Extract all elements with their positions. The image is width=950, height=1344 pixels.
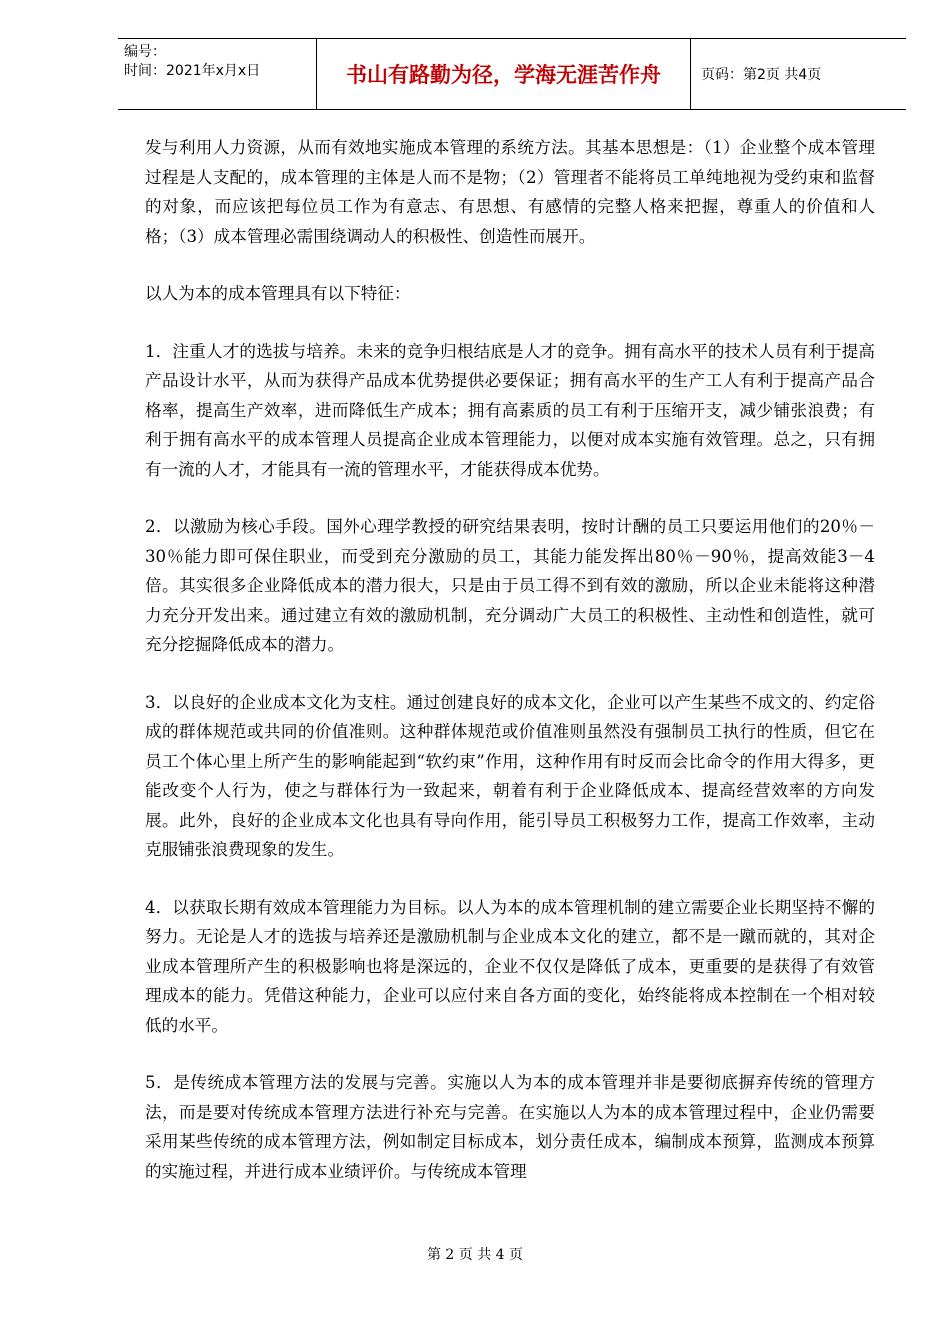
page-footer: 第 2 页 共 4 页 bbox=[426, 1247, 524, 1263]
header-page-info: 页码：第2页 共4页 bbox=[701, 67, 822, 83]
page-header bbox=[118, 38, 906, 110]
document-body bbox=[145, 133, 875, 1214]
paragraph-feature-1: 1．注重人才的选拔与培养。未来的竞争归根结底是人才的竞争。拥有高水平的技术人员有利于提高产品设计水平，从而为获得产品成本优势提供必要保证；拥有高水平的生产工人有利于提高产品合格率，提高生产效率，进而降低生产成本；拥有高素质的员工有利于压缩开支，减少铺张浪费；有利于拥有高水平的成本管理人员提高企业成本管理能力，以便对成本实施有效管理。总之，只有拥有一流的人才，才能具有一流的管理水平，才能获得成本优势。 bbox=[145, 341, 875, 479]
paragraph-features-heading: 以人为本的成本管理具有以下特征： bbox=[145, 284, 411, 303]
header-meta bbox=[118, 39, 316, 109]
paragraph-intro: 发与利用人力资源，从而有效地实施成本管理的系统方法。其基本思想是：（1）企业整个成本管理过程是人支配的，成本管理的主体是人而不是物；（2）管理者不能将员工单纯地视为受约束和监督的对象，而应该把每位员工作为有意志、有思想、有感情的完整人格来把握，尊重人的价值和人格；（3）成本管理必需围绕调动人的积极性、创造性而展开。 bbox=[145, 138, 875, 246]
document-time-label: 时间：2021年x月x日 bbox=[124, 63, 261, 79]
header-motto: 书山有路勤为径，学海无涯苦作舟 bbox=[316, 39, 691, 109]
paragraph-feature-4: 4．以获取长期有效成本管理能力为目标。以人为本的成本管理机制的建立需要企业长期坚持不懈的努力。无论是人才的选拔与培养还是激励机制与企业成本文化的建立，都不是一蹴而就的，其对企业成本管理所产生的积极影响也将是深远的，企业不仅仅是降低了成本，更重要的是获得了有效管理成本的能力。凭借这种能力，企业可以应付来自各方面的变化，始终能将成本控制在一个相对较低的水平。 bbox=[145, 897, 875, 1035]
paragraph-feature-2: 2．以激励为核心手段。国外心理学教授的研究结果表明，按时计酬的员工只要运用他们的20％－30％能力即可保住职业，而受到充分激励的员工，其能力能发挥出80％－90％，提高效能3－4倍。其实很多企业降低成本的潜力很大，只是由于员工得不到有效的激励，所以企业未能将这种潜力充分开发出来。通过建立有效的激励机制，充分调动广大员工的积极性、主动性和创造性，就可充分挖掘降低成本的潜力。 bbox=[145, 517, 875, 654]
document-number-label: 编号： bbox=[124, 44, 166, 60]
paragraph-feature-5: 5．是传统成本管理方法的发展与完善。实施以人为本的成本管理并非是要彻底摒弃传统的管理方法，而是要对传统成本管理方法进行补充与完善。在实施以人为本的成本管理过程中，企业仍需要采用某些传统的成本管理方法，例如制定目标成本，划分责任成本，编制成本预算，监测成本预算的实施过程，并进行成本业绩评价。与传统成本管理 bbox=[145, 1073, 875, 1181]
paragraph-feature-3: 3．以良好的企业成本文化为支柱。通过创建良好的成本文化，企业可以产生某些不成文的、约定俗成的群体规范或共同的价值准则。这种群体规范或价值准则虽然没有强制员工执行的性质，但它在员工个体心里上所产生的影响能起到“软约束”作用，这种作用有时反而会比命令的作用大得多，更能改变个人行为，使之与群体行为一致起来，朝着有利于企业降低成本、提高经营效率的方向发展。此外，良好的企业成本文化也具有导向作用，能引导员工积极努力工作，提高工作效率，主动克服铺张浪费现象的发生。 bbox=[145, 692, 875, 859]
